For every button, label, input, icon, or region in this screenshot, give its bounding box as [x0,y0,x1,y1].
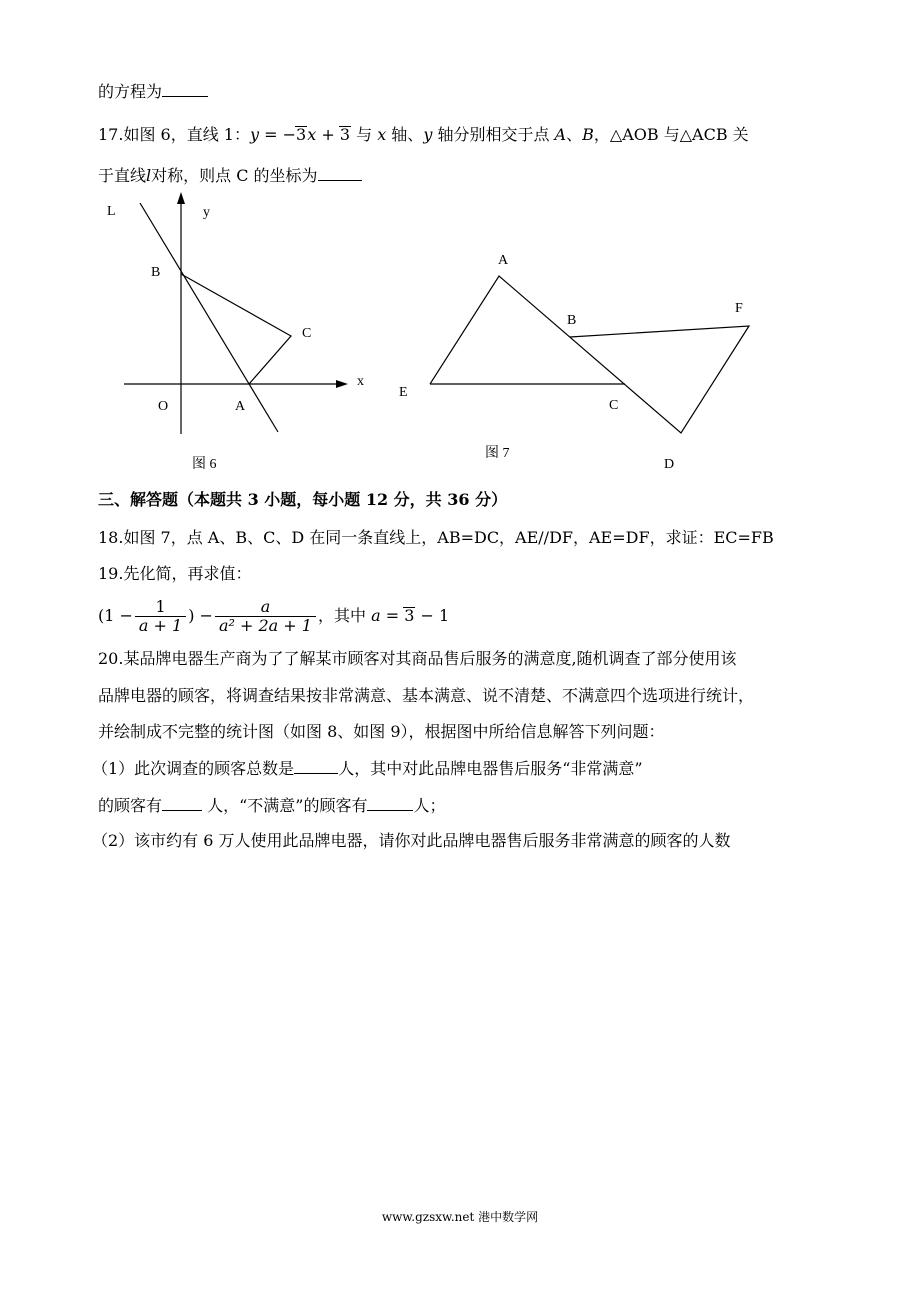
question-19: 19.先化简，再求值： [98,564,252,583]
figure-7 [399,253,749,472]
section-3-title: 三、解答题（本题共 3 小题，每小题 12 分，共 36 分） [98,490,508,509]
label-x: x [357,374,364,389]
answer-blank [294,757,338,774]
question-18: 18.如图 7，点 A、B、C、D 在同一条直线上，AB=DC，AE//DF，AE=DF，求证：EC=FB [98,528,774,547]
y-axis-arrow-icon [177,192,185,204]
label-C: C [609,398,619,413]
question-20-line3: 并绘制成不完整的统计图（如图 8、如图 9），根据图中所给信息解答下列问题： [98,722,665,741]
figure-6-caption: 图 6 [192,457,217,472]
question-20-part1-cont: 的顾客有 人，“不满意”的顾客有 人； [98,796,446,815]
label-B: B [567,313,577,328]
label-y: y [203,205,210,220]
figure-7-outline [430,276,749,433]
label-A: A [498,253,509,268]
label-F: F [735,301,743,316]
question-20-line2: 品牌电器的顾客，将调查结果按非常满意、基本满意、说不清楚、不满意四个选项进行统计， [98,686,755,705]
label-C: C [302,326,312,341]
triangle-abc [181,274,291,384]
answer-blank [367,794,413,811]
question-16-text: 的方程为 [98,82,163,101]
answer-blank [162,794,202,811]
sqrt-3: 3 [296,125,307,144]
figure-6 [0,0,920,500]
fraction-2: $\frac{a}{\text{a² + 2a + 1}}$ [215,598,316,635]
question-17-line1: 17.如图 6，直线 1：y = −3x + 3 与 x 轴、y 轴分别相交于点 A、B，△AOB 与△ACB 关 [98,125,749,144]
label-D: D [664,457,675,472]
label-O: O [158,399,169,414]
label-E: E [399,385,408,400]
question-20-part2: （2）该市约有 6 万人使用此品牌电器，请你对此品牌电器售后服务非常满意的顾客的人数 [92,831,731,850]
sqrt-3: 3 [339,125,350,144]
figure-7-caption: 图 7 [485,446,510,461]
question-20-line1: 20.某品牌电器生产商为了了解某市顾客对其商品售后服务的满意度,随机调查了部分使用该 [98,649,737,668]
label-B: B [151,265,161,280]
question-20-part1: （1）此次调查的顾客总数是 人，其中对此品牌电器售后服务“非常满意” [92,759,643,778]
fraction-1: $\frac{1}{a + 1}$ [135,598,186,635]
label-L: L [107,204,116,219]
sqrt-3: 3 [404,606,415,625]
question-19-expression: (1 − $\frac{1}{a + 1}$ ) − $\frac{a}{\text{a² + 2a + 1}}$ ，其中 a = 3 − 1 [98,597,450,635]
page-footer: www.gzsxw.net 港中数学网 [381,1210,539,1224]
label-A: A [235,399,246,414]
question-17-line2: 于直线l对称，则点 C 的坐标为 [98,164,362,187]
x-axis-arrow-icon [336,380,348,388]
